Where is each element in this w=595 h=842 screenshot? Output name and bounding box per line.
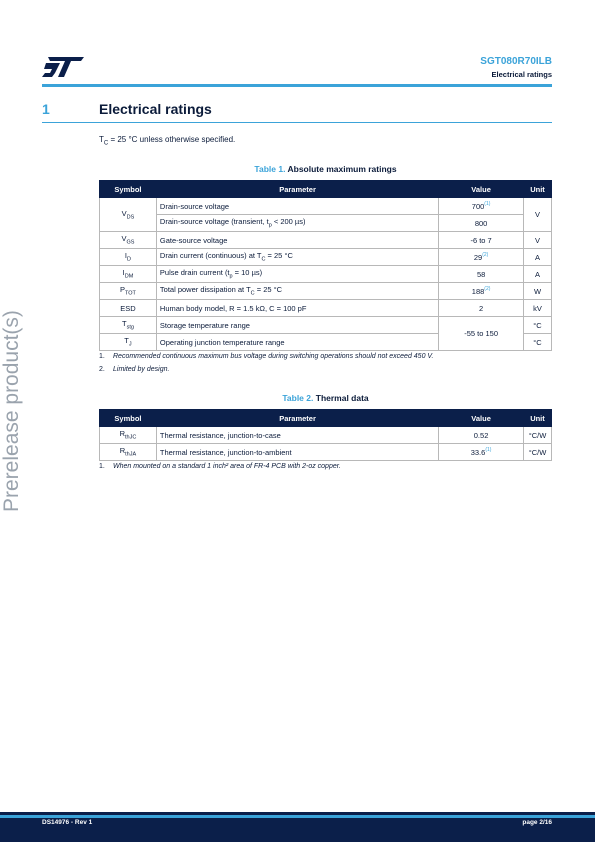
table-row: [100, 232, 552, 249]
prerelease-watermark: Prerelease product(s): [0, 310, 23, 512]
value-cell: 29$^{(2)}$: [439, 249, 524, 266]
header-section: Electrical ratings: [491, 70, 552, 79]
parameter-cell: Storage temperature range: [156, 317, 438, 334]
table-row: [100, 198, 552, 215]
value-cell: 800: [439, 215, 524, 232]
table-row: [100, 300, 552, 317]
table-header-row: [100, 410, 552, 427]
parameter-cell: Total power dissipation at $T_C = 25$ °C: [156, 283, 438, 300]
parameter-cell: Drain current (continuous) at $T_C = 25$ °C: [156, 249, 438, 266]
absolute-max-ratings-table: [99, 180, 552, 351]
symbol-cell: $I_{DM}$: [100, 266, 157, 283]
value-cell: 58: [439, 266, 524, 283]
unit-cell: °C: [524, 317, 552, 334]
table2-note-1: 1. When mounted on a standard 1 inch² area of FR-4 PCB with 2-oz copper.: [99, 463, 341, 470]
col-header-symbol: Symbol: [100, 181, 157, 198]
symbol-cell: ESD: [100, 300, 157, 317]
unit-cell: kV: [524, 300, 552, 317]
table-header-row: [100, 181, 552, 198]
unit-cell: °C: [524, 334, 552, 351]
parameter-cell: Gate-source voltage: [156, 232, 438, 249]
section-rule: [42, 122, 552, 123]
parameter-cell: Pulse drain current ($t_p = 10$ µs): [156, 266, 438, 283]
unit-cell: A: [524, 266, 552, 283]
table-row: [100, 317, 552, 334]
parameter-cell: Drain-source voltage: [156, 198, 438, 215]
unit-cell: A: [524, 249, 552, 266]
table-row: [100, 427, 552, 444]
col-header-parameter: Parameter: [156, 181, 438, 198]
value-cell: 188$^{(2)}$: [439, 283, 524, 300]
table2-caption: Table 2. Thermal data: [282, 393, 369, 403]
value-cell: 0.52: [439, 427, 524, 444]
symbol-cell: $V_{GS}$: [100, 232, 157, 249]
unit-cell: W: [524, 283, 552, 300]
value-cell: 700$^{(1)}$: [439, 198, 524, 215]
thermal-data-table: [99, 409, 552, 461]
test-condition: $T_C = 25$ °C unless otherwise specified.: [99, 135, 236, 147]
unit-cell: °C/W: [523, 444, 551, 461]
col-header-symbol: Symbol: [100, 410, 157, 427]
col-header-unit: Unit: [523, 410, 551, 427]
section-title: Electrical ratings: [99, 101, 212, 117]
value-cell: -6 to 7: [439, 232, 524, 249]
value-cell: -55 to 150: [439, 317, 524, 351]
symbol-cell: $T_{stg}$: [100, 317, 157, 334]
parameter-cell: Drain-source voltage (transient, $t_p < 200$ µs): [156, 215, 438, 232]
section-number: 1: [42, 101, 50, 117]
symbol-cell: $R_{thJC}$: [100, 427, 157, 444]
parameter-cell: Human body model, R = 1.5 kΩ, C = 100 pF: [156, 300, 438, 317]
parameter-cell: Thermal resistance, junction-to-ambient: [156, 444, 438, 461]
table-row: [100, 444, 552, 461]
symbol-cell: $R_{thJA}$: [100, 444, 157, 461]
parameter-cell: Thermal resistance, junction-to-case: [156, 427, 438, 444]
table-row: [100, 249, 552, 266]
table-row: [100, 215, 552, 232]
col-header-value: Value: [439, 181, 524, 198]
col-header-parameter: Parameter: [156, 410, 438, 427]
header-rule: [42, 84, 552, 87]
col-header-value: Value: [439, 410, 524, 427]
table1-note-2: 2. Limited by design.: [99, 366, 170, 373]
unit-cell: V: [524, 198, 552, 232]
footer-doc-id: DS14976 - Rev 1: [42, 819, 93, 826]
symbol-cell: $V_{DS}$: [100, 198, 157, 232]
parameter-cell: Operating junction temperature range: [156, 334, 438, 351]
symbol-cell: $T_J$: [100, 334, 157, 351]
table-row: [100, 266, 552, 283]
symbol-cell: $I_D$: [100, 249, 157, 266]
table1-note-1: 1. Recommended continuous maximum bus voltage during switching operations should not exceed 450 V.: [99, 353, 434, 360]
unit-cell: V: [524, 232, 552, 249]
value-cell: 33.6$^{(1)}$: [439, 444, 524, 461]
footer-page-number: page 2/16: [522, 819, 552, 826]
table-row: [100, 283, 552, 300]
table1-caption: Table 1. Absolute maximum ratings: [254, 164, 397, 174]
header-product: SGT080R70ILB: [480, 56, 552, 67]
value-cell: 2: [439, 300, 524, 317]
col-header-unit: Unit: [524, 181, 552, 198]
footer-accent-line: [0, 815, 595, 818]
unit-cell: °C/W: [523, 427, 551, 444]
symbol-cell: $P_{TOT}$: [100, 283, 157, 300]
st-logo: [42, 55, 84, 79]
